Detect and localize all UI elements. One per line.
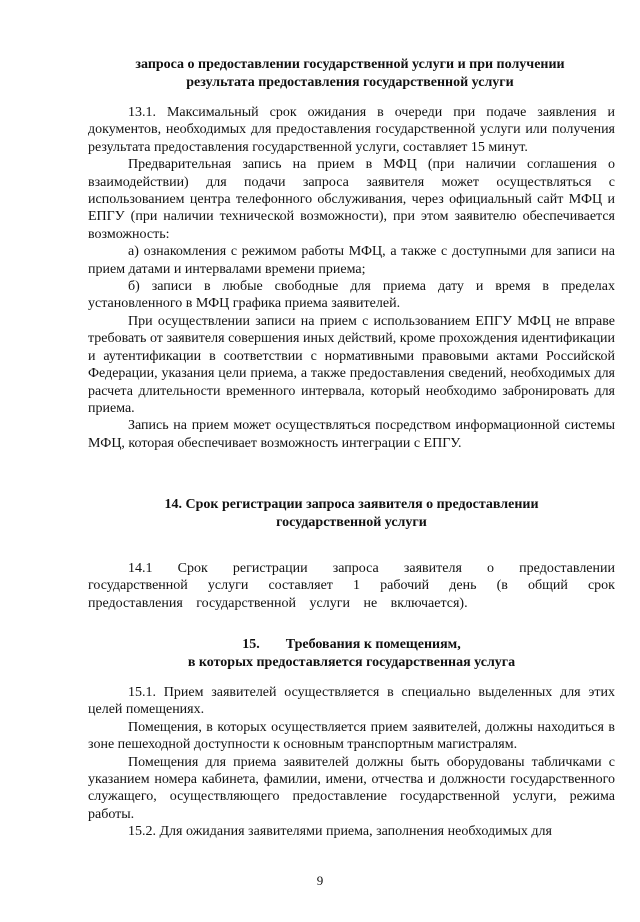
list-item-a: а) ознакомления с режимом работы МФЦ, а также с доступными для записи на прием датами и интервалами времени приема; [88, 244, 615, 277]
section-14-heading [88, 496, 615, 532]
paragraph-15-1: 15.1. Прием заявителей осуществляется в специально выделенных для этих целей помещениях. [88, 685, 615, 718]
section-15-body [88, 684, 615, 841]
paragraph-info-system: Запись на прием может осуществляться посредством информационной системы МФЦ, которая обеспечивает возможность интеграции с ЕПГУ. [88, 418, 615, 451]
paragraph-epgu-registration: При осуществлении записи на прием с использованием ЕПГУ МФЦ не вправе требовать от заявителя совершения иных действий, кроме прохождения идентификации и аутентификации в соответствии с нормативными правовыми актами Российской Федерации, указания цели приема, а также предоставления сведений, необходимых для расчета длительности временного интервала, который необходимо забронировать для приема. [88, 313, 615, 416]
heading-line: государственной услуги [276, 515, 427, 530]
heading-line: в которых предоставляется государственная услуга [187, 655, 516, 670]
paragraph-premises-signs: Помещения для приема заявителей должны быть оборудованы табличками с указанием номера кабинета, фамилии, имени, отчества и должности государственного служащего, осуществляющего предоставление государственной услуги, режима работы. [88, 754, 615, 822]
paragraph-13-1: 13.1. Максимальный срок ожидания в очереди при подаче заявления и документов, необходимых для предоставления государственной услуги или получения результата предоставления государственной услуги, составляет 15 минут. [88, 105, 615, 155]
paragraph-15-2: 15.2. Для ожидания заявителями приема, заполнения необходимых для [128, 824, 552, 840]
section-13-heading-continuation [80, 56, 620, 92]
section-15-title: Требования к помещениям, [285, 637, 461, 652]
list-item-b: б) записи в любые свободные для приема дату и время в пределах установленного в МФЦ графика приема заявителей. [88, 279, 615, 312]
section-15-heading [88, 636, 615, 672]
heading-line: запроса о предоставлении государственной услуги и при получении [135, 57, 565, 72]
section-15-number: 15. [242, 637, 260, 652]
heading-line: результата предоставления государственной услуги [186, 75, 514, 90]
heading-line [88, 636, 615, 654]
paragraph-premises-location: Помещения, в которых осуществляется прием заявителей, должны находиться в зоне пешеходной доступности к основным транспортным магистралям. [88, 719, 615, 753]
section-14-body [88, 560, 615, 612]
page-number: 9 [316, 873, 324, 888]
paragraph-14-1: 14.1 Срок регистрации запроса заявителя о предоставлении государственной услуги составляет 1 рабочий день (в общий срок предоставления государственной услуги не включается). [88, 561, 615, 611]
heading-line: 14. Срок регистрации запроса заявителя о предоставлении [164, 497, 539, 512]
paragraph-pre-registration: Предварительная запись на прием в МФЦ (при наличии соглашения о взаимодействии) для подачи запроса заявителя может осуществляться с использованием центра телефонного обслуживания, через официальный сайт МФЦ и ЕПГУ (при наличии технической возможности), при этом заявителю обеспечивается возможность: [88, 157, 615, 242]
section-13-body [88, 104, 615, 452]
